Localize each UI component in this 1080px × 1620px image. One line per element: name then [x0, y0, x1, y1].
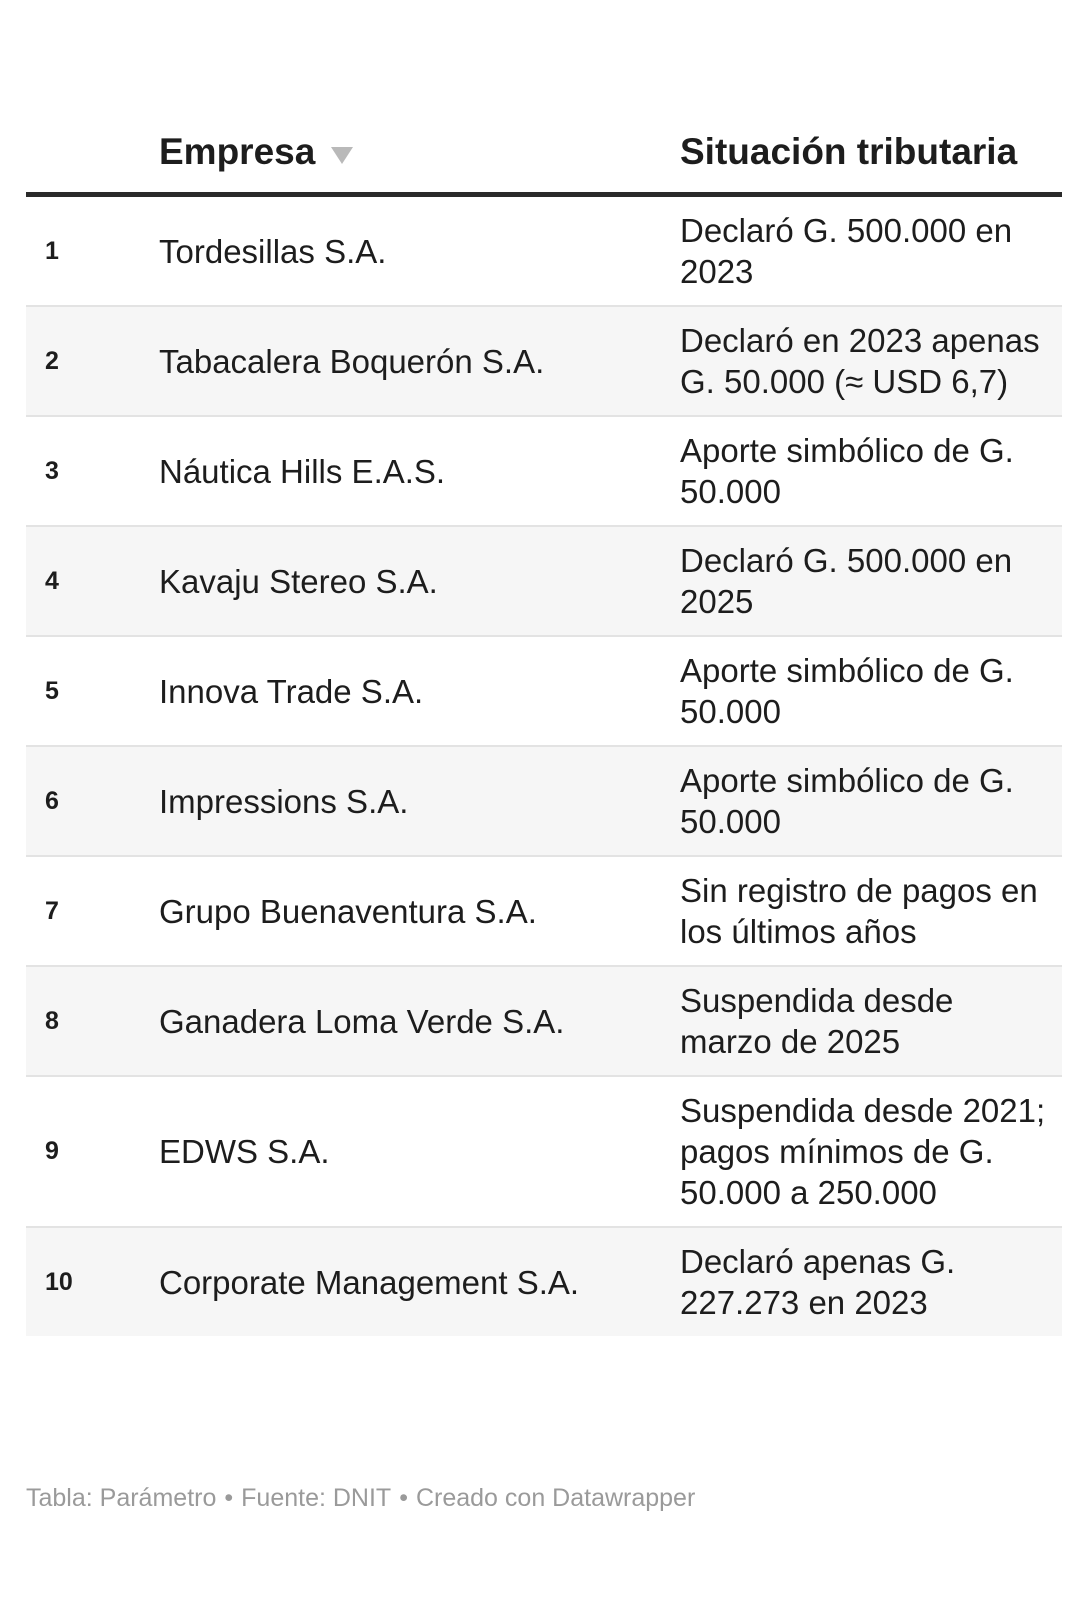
footer-source: Fuente: DNIT — [241, 1484, 392, 1512]
company-cell: Corporate Management S.A. — [159, 1227, 676, 1336]
table-row — [26, 195, 1062, 307]
status-cell: Declaró apenas G. 227.273 en 2023 — [676, 1227, 1062, 1336]
status-cell: Aporte simbólico de G. 50.000 — [676, 416, 1062, 526]
table-row — [26, 746, 1062, 856]
footer-separator: • — [399, 1484, 408, 1512]
rank-cell: 4 — [26, 526, 159, 636]
table-row — [26, 526, 1062, 636]
status-cell: Declaró en 2023 apenas G. 50.000 (≈ USD 6,7) — [676, 306, 1062, 416]
rank-cell: 7 — [26, 856, 159, 966]
rank-cell: 6 — [26, 746, 159, 856]
rank-cell: 10 — [26, 1227, 159, 1336]
footer-table-credit: Tabla: Parámetro — [26, 1484, 217, 1512]
footer-separator: • — [224, 1484, 234, 1512]
data-table-container — [26, 112, 1062, 1336]
rank-cell: 1 — [26, 195, 159, 307]
table-row — [26, 1076, 1062, 1227]
status-cell: Aporte simbólico de G. 50.000 — [676, 746, 1062, 856]
table-row — [26, 416, 1062, 526]
table-body — [26, 195, 1062, 1337]
company-cell: Impressions S.A. — [159, 746, 676, 856]
header-rank — [26, 112, 159, 195]
table-row — [26, 966, 1062, 1076]
data-table — [26, 112, 1062, 1336]
footer-tool-credit[interactable]: Creado con Datawrapper — [415, 1484, 696, 1512]
status-cell: Suspendida desde 2021; pagos mínimos de G. 50.000 a 250.000 — [676, 1076, 1062, 1227]
header-company[interactable] — [159, 112, 676, 195]
table-header — [26, 112, 1062, 195]
sort-descending-icon[interactable] — [331, 147, 353, 164]
table-row — [26, 856, 1062, 966]
header-company-label: Empresa — [159, 131, 316, 172]
company-cell: EDWS S.A. — [159, 1076, 676, 1227]
status-cell: Suspendida desde marzo de 2025 — [676, 966, 1062, 1076]
header-row — [26, 112, 1062, 195]
rank-cell: 5 — [26, 636, 159, 746]
rank-cell: 8 — [26, 966, 159, 1076]
company-cell: Ganadera Loma Verde S.A. — [159, 966, 676, 1076]
company-cell: Grupo Buenaventura S.A. — [159, 856, 676, 966]
header-status[interactable]: Situación tributaria — [676, 112, 1062, 195]
company-cell: Tordesillas S.A. — [159, 195, 676, 307]
status-cell: Declaró G. 500.000 en 2025 — [676, 526, 1062, 636]
company-cell: Innova Trade S.A. — [159, 636, 676, 746]
company-cell: Náutica Hills E.A.S. — [159, 416, 676, 526]
status-cell: Sin registro de pagos en los últimos años — [676, 856, 1062, 966]
table-row — [26, 1227, 1062, 1336]
status-cell: Aporte simbólico de G. 50.000 — [676, 636, 1062, 746]
rank-cell: 3 — [26, 416, 159, 526]
table-row — [26, 636, 1062, 746]
rank-cell: 2 — [26, 306, 159, 416]
table-footer — [26, 1484, 695, 1513]
rank-cell: 9 — [26, 1076, 159, 1227]
table-row — [26, 306, 1062, 416]
company-cell: Tabacalera Boquerón S.A. — [159, 306, 676, 416]
company-cell: Kavaju Stereo S.A. — [159, 526, 676, 636]
status-cell: Declaró G. 500.000 en 2023 — [676, 195, 1062, 307]
